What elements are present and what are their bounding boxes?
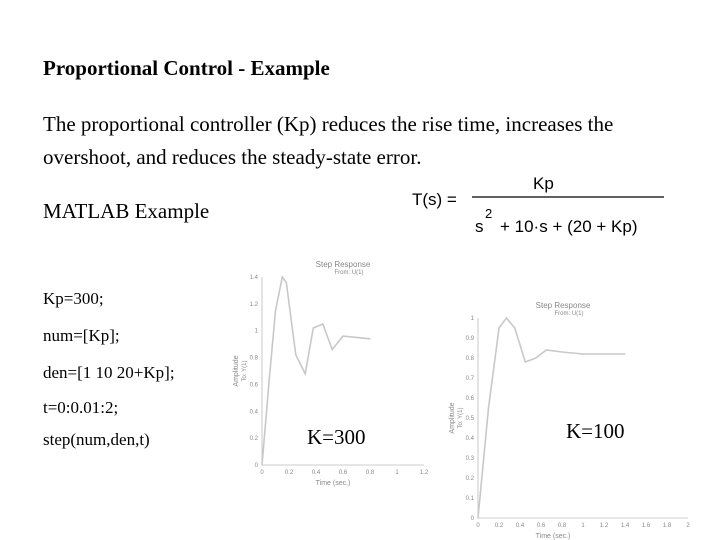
code-line-1: Kp=300;: [43, 289, 104, 308]
code-line-5: step(num,den,t): [43, 430, 150, 449]
k100-label: K=100: [566, 419, 625, 443]
chart2-series-point: [603, 353, 604, 354]
chart1-series-point: [295, 354, 296, 355]
chart1-x-tick-label: 1.2: [419, 470, 429, 476]
chart2-y-tick-label: 0.3: [465, 456, 474, 462]
chart2-x-tick-label: 0.4: [515, 523, 525, 529]
code-line-3: den=[1 10 20+Kp];: [43, 363, 175, 382]
k300-label: K=300: [307, 425, 366, 449]
chart2-series-point: [477, 517, 478, 518]
chart1-series-point: [268, 384, 269, 385]
chart2-y-tick-label: 0: [470, 516, 474, 522]
chart1-series-point: [275, 310, 276, 311]
chart2-x-tick-label: 0.2: [494, 523, 504, 529]
chart1-series-point: [286, 282, 287, 283]
chart1-series-point: [332, 349, 333, 350]
chart1-x-tick-label: 0.8: [365, 470, 375, 476]
chart1-y-tick-label: 0.8: [249, 355, 258, 362]
chart2-series-point: [561, 351, 562, 352]
chart2-y-axis-sublabel: To: Y(1): [458, 407, 464, 429]
chart2-x-tick-label: 1.4: [620, 523, 630, 529]
chart1-series-point: [282, 276, 283, 277]
chart1-series-point: [356, 337, 357, 338]
chart2-y-tick-label: 0.2: [465, 476, 474, 482]
chart2-x-tick-label: 1.2: [599, 523, 609, 529]
chart2-y-tick-label: 0.5: [465, 416, 474, 422]
code-line-4: t=0:0.01:2;: [43, 398, 119, 417]
chart2-x-tick-label: 0: [476, 523, 480, 529]
formula-denominator-rest: + 10·s + (20 + Kp): [500, 217, 638, 236]
chart2-y-tick-label: 0.7: [465, 376, 474, 382]
chart1-series-point: [369, 338, 370, 339]
chart1-series-point: [322, 323, 323, 324]
matlab-heading: MATLAB Example: [43, 199, 210, 223]
chart1-series-point: [261, 464, 262, 465]
slide-title: Proportional Control - Example: [43, 56, 330, 80]
chart1-x-tick-label: 0.4: [311, 470, 321, 476]
chart1-x-tick-label: 0.6: [338, 470, 348, 476]
chart1-title: Step Response: [315, 260, 371, 269]
chart2-series-point: [525, 361, 526, 362]
chart2-y-tick-label: 0.9: [465, 336, 474, 342]
formula-lhs: T(s) =: [412, 190, 457, 209]
chart1-y-axis-sublabel: To: Y(1): [242, 360, 248, 382]
formula-numerator: Kp: [533, 174, 554, 193]
code-line-2: num=[Kp];: [43, 326, 120, 345]
chart1-y-tick-label: 0.6: [249, 382, 258, 389]
chart1-y-tick-label: 1.2: [249, 301, 258, 308]
chart1-x-tick-label: 0: [260, 470, 264, 476]
chart2-x-tick-label: 1.8: [662, 523, 672, 529]
chart2-series-point: [624, 353, 625, 354]
chart2-series-line: [478, 318, 625, 518]
chart2-y-tick-label: 1: [470, 316, 474, 322]
chart2-x-tick-label: 1.6: [641, 523, 651, 529]
chart1-y-tick-label: 0: [254, 463, 258, 469]
chart1-subtitle: From: U(1): [334, 270, 364, 276]
chart1-series-point: [313, 327, 314, 328]
formula-denominator-s: s: [475, 217, 484, 236]
chart1-y-tick-label: 0.4: [249, 409, 258, 416]
chart1-y-tick-label: 1.4: [249, 275, 258, 281]
chart2-series-point: [546, 349, 547, 350]
chart2-series-point: [514, 327, 515, 328]
chart2-title: Step Response: [535, 301, 591, 310]
chart1-x-tick-label: 0.2: [284, 470, 294, 476]
chart2-series-point: [498, 327, 499, 328]
chart1-series-point: [342, 335, 343, 336]
chart2-x-tick-label: 0.8: [557, 523, 567, 529]
chart1-y-tick-label: 0.2: [249, 436, 258, 443]
chart2-subtitle: From: U(1): [554, 311, 584, 317]
chart2-y-tick-label: 0.6: [465, 396, 474, 402]
chart1-x-tick-label: 1: [395, 470, 399, 476]
chart2-x-axis-label: Time (sec.): [535, 533, 571, 540]
chart1-series-point: [305, 373, 306, 374]
chart1-x-axis-label: Time (sec.): [315, 480, 351, 487]
chart2-series-point: [535, 357, 536, 358]
chart2-y-tick-label: 0.4: [465, 436, 474, 442]
chart2-x-tick-label: 2: [686, 523, 690, 529]
chart2-x-tick-label: 0.6: [536, 523, 546, 529]
chart2-y-axis-label: Amplitude: [449, 402, 456, 434]
chart2-series-point: [488, 407, 489, 408]
description-line-1: The proportional controller (Kp) reduces the rise time, increases the: [43, 112, 614, 136]
chart1-y-axis-label: Amplitude: [233, 355, 240, 387]
description-line-2: overshoot, and reduces the steady-state error.: [43, 145, 422, 169]
chart1-y-tick-label: 1: [254, 328, 258, 335]
chart2-series-point: [582, 353, 583, 354]
chart2-y-tick-label: 0.1: [465, 496, 474, 502]
formula-denominator-exp: 2: [485, 206, 493, 221]
chart2-series-point: [506, 317, 507, 318]
chart2-y-tick-label: 0.8: [465, 356, 474, 362]
chart2-x-tick-label: 1: [581, 523, 585, 529]
